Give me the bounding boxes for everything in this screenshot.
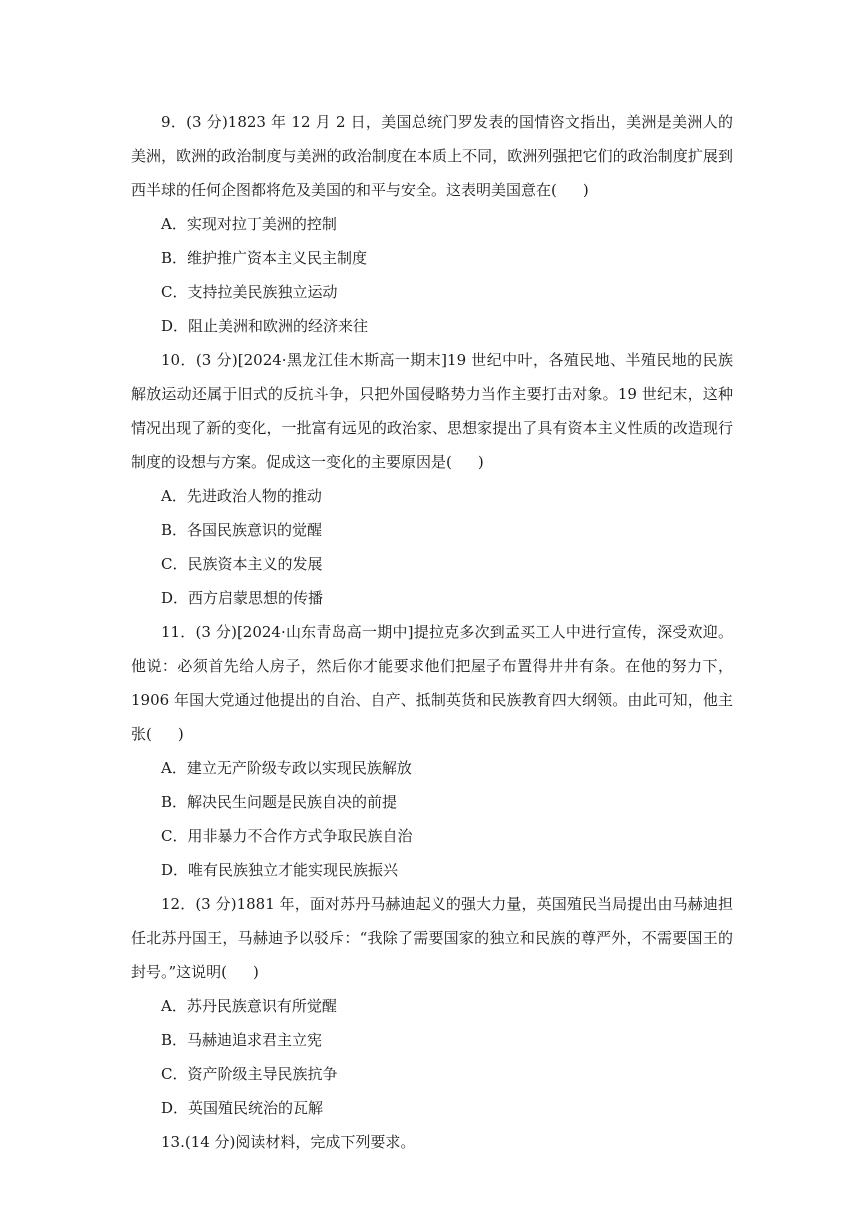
question-10 bbox=[131, 343, 733, 615]
option-d: D．唯有民族独立才能实现民族振兴 bbox=[161, 861, 399, 879]
worksheet-page bbox=[131, 105, 733, 1159]
stem-text: 10．(3 分)[2024·黑龙江佳木斯高一期末]19 世纪中叶，各殖民地、半殖民地的民族解放运动还属于旧式的反抗斗争，只把外国侵略势力当作主要打击对象。19 世纪末，这种情况出现了新的变化，一批富有远见的政治家、思想家提出了具有资本主义性质的改造现行制度的设想与方案。促成这一变化的主要原因是( bbox=[131, 351, 733, 471]
stem-end: ) bbox=[177, 725, 184, 743]
question-stem bbox=[131, 615, 733, 751]
question-11 bbox=[131, 615, 733, 887]
option-b: B．维护推广资本主义民主制度 bbox=[161, 249, 368, 267]
stem-end: ) bbox=[477, 453, 484, 471]
option-b: B．各国民族意识的觉醒 bbox=[161, 521, 323, 539]
question-stem bbox=[131, 105, 733, 207]
question-13-heading: 13.(14 分)阅读材料，完成下列要求。 bbox=[161, 1133, 416, 1151]
question-12 bbox=[131, 887, 733, 1125]
option-a: A．苏丹民族意识有所觉醒 bbox=[161, 997, 337, 1015]
option-d: D．阻止美洲和欧洲的经济来往 bbox=[161, 317, 369, 335]
stem-text: 12．(3 分)1881 年，面对苏丹马赫迪起义的强大力量，英国殖民当局提出由马赫迪担任北苏丹国王，马赫迪予以驳斥：“我除了需要国家的独立和民族的尊严外，不需要国王的封号。”这说明( bbox=[131, 895, 733, 981]
question-stem bbox=[131, 887, 733, 989]
stem-end: ) bbox=[253, 963, 259, 981]
question-9 bbox=[131, 105, 733, 343]
option-a: A．实现对拉丁美洲的控制 bbox=[161, 215, 337, 233]
stem-text: 11．(3 分)[2024·山东青岛高一期中]提拉克多次到孟买工人中进行宣传，深受欢迎。他说：必须首先给人房子，然后你才能要求他们把屋子布置得井井有条。在他的努力下，1906 年国大党通过他提出的自治、自产、抵制英货和民族教育四大纲领。由此可知，他主张( bbox=[131, 623, 733, 743]
option-a: A．建立无产阶级专政以实现民族解放 bbox=[161, 759, 412, 777]
option-b: B．解决民生问题是民族自决的前提 bbox=[161, 793, 398, 811]
option-d: D．西方启蒙思想的传播 bbox=[161, 589, 324, 607]
option-c: C．资产阶级主导民族抗争 bbox=[161, 1065, 338, 1083]
option-c: C．民族资本主义的发展 bbox=[161, 555, 323, 573]
option-b: B．马赫迪追求君主立宪 bbox=[161, 1031, 323, 1049]
option-d: D．英国殖民统治的瓦解 bbox=[161, 1099, 324, 1117]
stem-text: 9．(3 分)1823 年 12 月 2 日，美国总统门罗发表的国情咨文指出，美洲是美洲人的美洲，欧洲的政治制度与美洲的政治制度在本质上不同，欧洲列强把它们的政治制度扩展到西半球的任何企图都将危及美国的和平与安全。这表明美国意在( bbox=[131, 113, 733, 199]
stem-end: ) bbox=[582, 181, 589, 199]
option-a: A．先进政治人物的推动 bbox=[161, 487, 322, 505]
option-c: C．支持拉美民族独立运动 bbox=[161, 283, 338, 301]
option-c: C．用非暴力不合作方式争取民族自治 bbox=[161, 827, 413, 845]
question-stem bbox=[131, 343, 733, 479]
